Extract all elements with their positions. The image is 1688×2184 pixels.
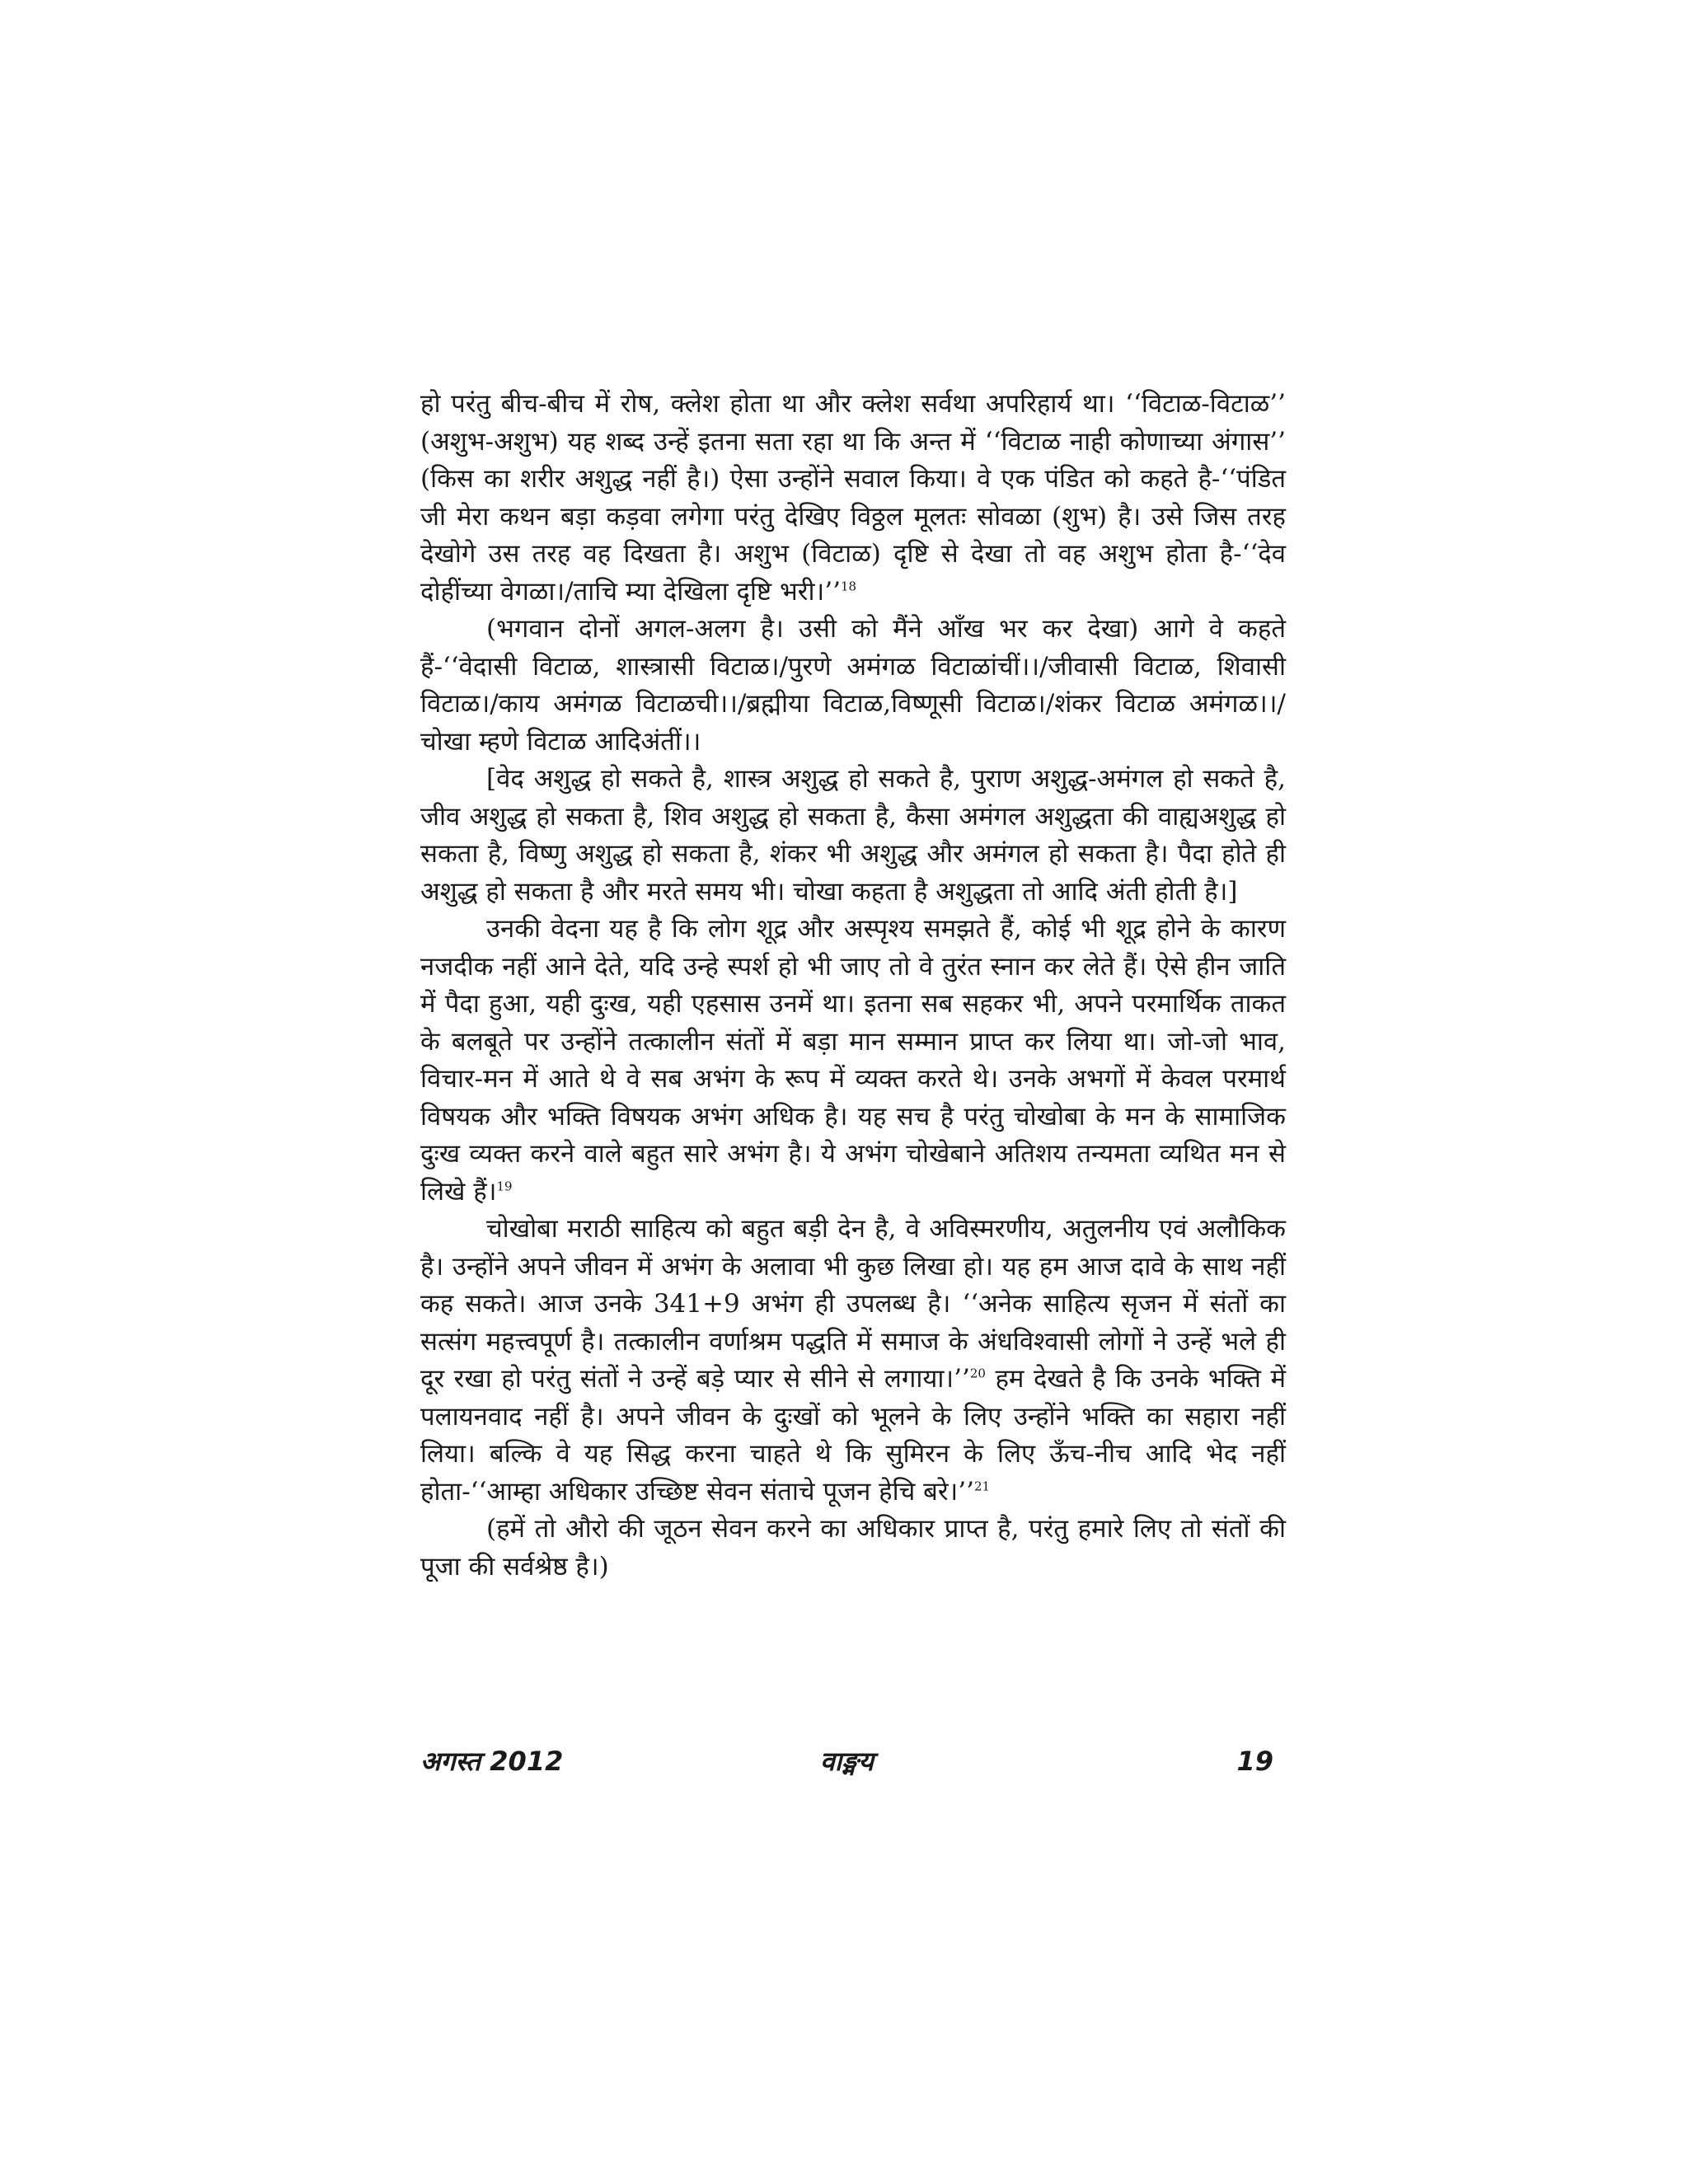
paragraph-6-text: (हमें तो औरो की जूठन सेवन करने का अधिकार प्राप्त है, परंतु हमारे लिए तो संतों की पूजा की सर्वश्रेष्ठ है।) [420, 1514, 1286, 1582]
paragraph-6 [420, 1511, 1286, 1586]
footnote-ref-18: 18 [840, 579, 857, 594]
footnote-ref-19: 19 [496, 1179, 513, 1194]
footnote-ref-21: 21 [974, 1479, 991, 1494]
paragraph-3-text: [वेद अशुद्ध हो सकते है, शास्त्र अशुद्ध हो सकते है, पुराण अशुद्ध-अमंगल हो सकते है, जीव अशुद्ध हो सकता है, शिव अशुद्ध हो सकता है, कैसा अमंगल अशुद्धता की वाह्यअशुद्ध हो सकता है, विष्णु अशुद्ध हो सकता है, शंकर भी अशुद्ध और अमंगल हो सकता है। पैदा होते ही अशुद्ध हो सकता है और मरते समय भी। चोखा कहता है अशुद्धता तो आदि अंती होती है।] [420, 764, 1286, 907]
paragraph-5 [420, 1211, 1286, 1511]
footer-page-number: 19 [1236, 1746, 1273, 1777]
paragraph-1-text: हो परंतु बीच-बीच में रोष, क्लेश होता था और क्लेश सर्वथा अपरिहार्य था। ‘‘विटाळ-विटाळ’’ (अशुभ-अशुभ) यह शब्द उन्हें इतना सता रहा था कि अन्त में ‘‘विटाळ नाही कोणाच्या अंगास’’ (किस का शरीर अशुद्ध नहीं है।) ऐसा उन्होंने सवाल किया। वे एक पंडित को कहते है-‘‘पंडित जी मेरा कथन बड़ा कड़वा लगेगा परंतु देखिए विठ्ठल मूलतः सोवळा (शुभ) है। उसे जिस तरह देखोगे उस तरह वह दिखता है। अशुभ (विटाळ) दृष्टि से देखा तो वह अशुभ होता है-‘‘देव दोहींच्या वेगळा।/ताचि म्या देखिला दृष्टि भरी।’’ [420, 389, 1286, 607]
footnote-ref-20: 20 [969, 1366, 986, 1381]
paragraph-1 [420, 386, 1286, 611]
paragraph-5-tail: हम देखते है कि उनके भक्ति में पलायनवाद नहीं है। अपने जीवन के दुःखों को भूलने के लिए उन्होंने भक्ति का सहारा नहीं लिया। बल्कि वे यह सिद्ध करना चाहते थे कि सुमिरन के लिए ऊँच-नीच आदि भेद नहीं होता-‘‘आम्हा अधिकार उच्छिष्ट सेवन संताचे पूजन हेचि बरे।’’ [420, 1364, 1286, 1507]
footer-journal-name: वाङ्मय [820, 1746, 874, 1777]
paragraph-3 [420, 761, 1286, 911]
footer-issue-date: अगस्त 2012 [420, 1746, 564, 1777]
paragraph-2 [420, 611, 1286, 761]
paragraph-4 [420, 911, 1286, 1211]
article-body [420, 386, 1286, 1586]
paragraph-2-text: (भगवान दोनों अगल-अलग है। उसी को मैंने आँख भर कर देखा) आगे वे कहते हैं-‘‘वेदासी विटाळ, शास्त्रासी विटाळ।/पुरणे अमंगळ विटाळांचीं।।/जीवासी विटाळ, शिवासी विटाळ।/काय अमंगळ विटाळची।।/ब्रह्मीया विटाळ,विष्णूसी विटाळ।/शंकर विटाळ अमंगळ।।/चोखा म्हणे विटाळ आदिअंतीं।। [420, 614, 1286, 757]
paragraph-5-text: चोखोबा मराठी साहित्य को बहुत बड़ी देन है, वे अविस्मरणीय, अतुलनीय एवं अलौकिक है। उन्होंने अपने जीवन में अभंग के अलावा भी कुछ लिखा हो। यह हम आज दावे के साथ नहीं कह सकते। आज उनके 341+9 अभंग ही उपलब्ध है। ‘‘अनेक साहित्य सृजन में संतों का सत्संग महत्त्वपूर्ण है। तत्कालीन वर्णाश्रम पद्धति में समाज के अंधविश्वासी लोगों ने उन्हें भले ही दूर रखा हो परंतु संतों ने उन्हें बड़े प्यार से सीने से लगाया।’’ [420, 1214, 1286, 1394]
page-footer [420, 1743, 1273, 1779]
paragraph-4-text: उनकी वेदना यह है कि लोग शूद्र और अस्पृश्य समझते हैं, कोई भी शूद्र होने के कारण नजदीक नहीं आने देते, यदि उन्हे स्पर्श हो भी जाए तो वे तुरंत स्नान कर लेते हैं। ऐसे हीन जाति में पैदा हुआ, यही दुःख, यही एहसास उनमें था। इतना सब सहकर भी, अपने परमार्थिक ताकत के बलबूते पर उन्होंने तत्कालीन संतों में बड़ा मान सम्मान प्राप्त कर लिया था। जो-जो भाव, विचार-मन में आते थे वे सब अभंग के रूप में व्यक्त करते थे। उनके अभगों में केवल परमार्थ विषयक और भक्ति विषयक अभंग अधिक है। यह सच है परंतु चोखोबा के मन के सामाजिक दुःख व्यक्त करने वाले बहुत सारे अभंग है। ये अभंग चोखेबाने अतिशय तन्यमता व्यथित मन से लिखे हैं। [420, 914, 1286, 1207]
